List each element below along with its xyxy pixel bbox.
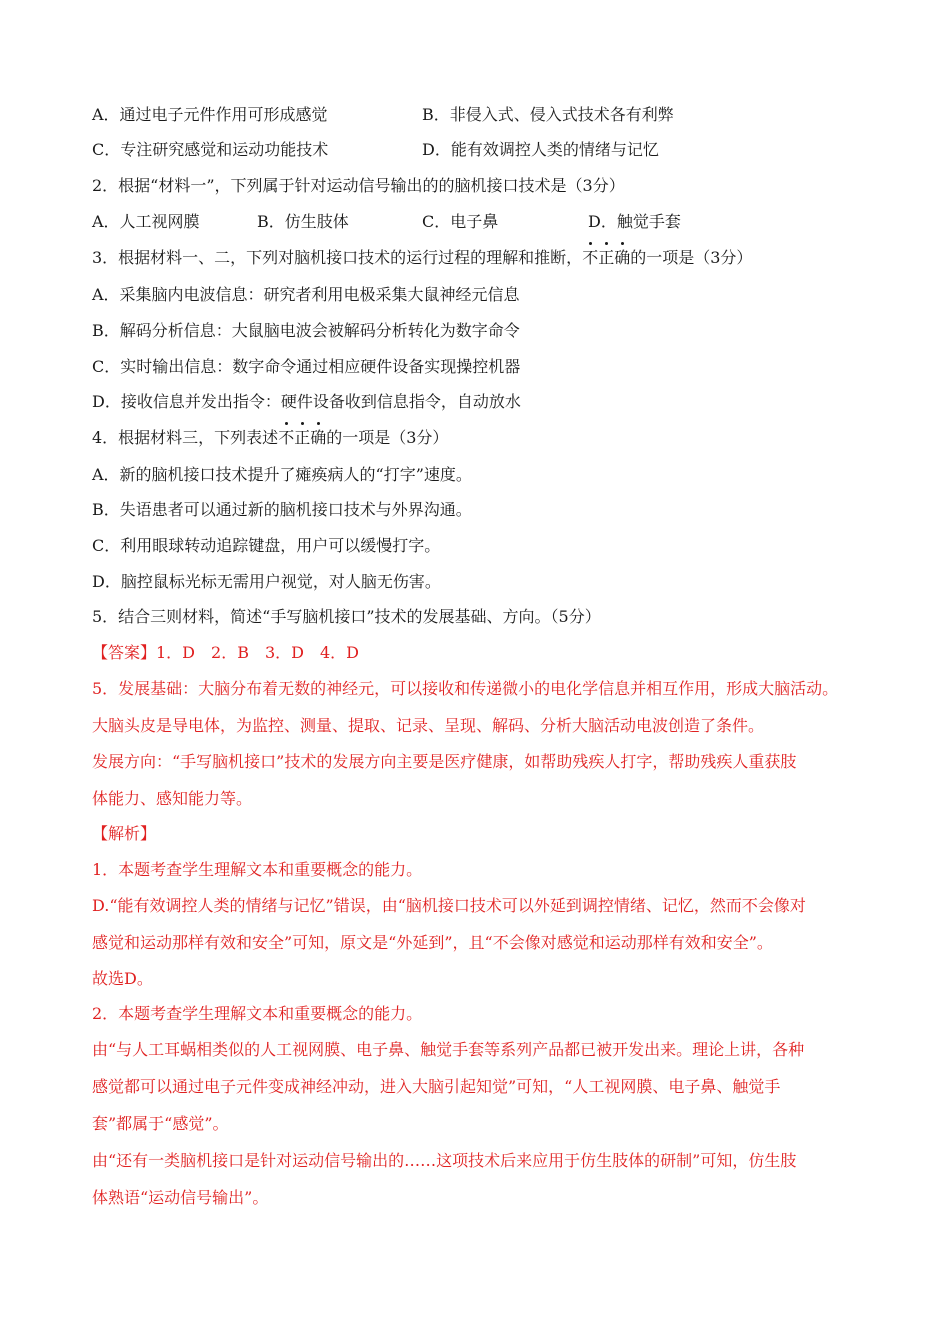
- answer-line: 大脑头皮是导电体，为监控、测量、提取、记录、呈现、解码、分析大脑活动电波创造了条件。: [92, 716, 765, 735]
- q1-option-a: A．通过电子元件作用可形成感觉: [92, 105, 328, 124]
- q4-stem-after: 的一项是（3分）: [326, 428, 449, 447]
- q3-option-c: C．实时输出信息：数字命令通过相应硬件设备实现操控机器: [92, 357, 521, 376]
- analysis-line: 套”都属于“感觉”。: [92, 1114, 229, 1133]
- emphasis-char: 确: [310, 428, 327, 447]
- q2-option-a: A．人工视网膜: [92, 212, 200, 231]
- emphasis-char: 不: [278, 428, 295, 447]
- q3-option-b: B．解码分析信息：大鼠脑电波会被解码分析转化为数字命令: [92, 321, 520, 340]
- answer-key: 【答案】1．D 2．B 3．D 4．D: [92, 643, 359, 662]
- analysis-line: D.“能有效调控人类的情绪与记忆”错误，由“脑机接口技术可以外延到调控情绪、记忆，然而不会像对: [92, 896, 806, 915]
- q3-stem-after: 的一项是（3分）: [630, 248, 753, 267]
- answer-line: 体能力、感知能力等。: [92, 789, 253, 808]
- answer-line: 发展方向：“手写脑机接口”技术的发展方向主要是医疗健康，如帮助残疾人打字，帮助残疾人重获肢: [92, 752, 797, 771]
- q5-stem: 5．结合三则材料，简述“手写脑机接口”技术的发展基础、方向。（5分）: [92, 607, 601, 626]
- q4-option-b: B．失语患者可以通过新的脑机接口技术与外界沟通。: [92, 500, 472, 519]
- q2-option-c: C．电子鼻: [422, 212, 499, 231]
- q2-option-b: B．仿生肢体: [257, 212, 349, 231]
- q4-option-a: A．新的脑机接口技术提升了瘫痪病人的“打字”速度。: [92, 465, 472, 484]
- emphasis-char: 正: [294, 428, 311, 447]
- analysis-line: 感觉和运动那样有效和安全”可知，原文是“外延到”，且“不会像对感觉和运动那样有效和安全”。: [92, 933, 773, 952]
- analysis-line: 由“还有一类脑机接口是针对运动信号输出的……这项技术后来应用于仿生肢体的研制”可知，仿生肢: [92, 1151, 797, 1170]
- q4-stem: [92, 427, 448, 449]
- analysis-line: 体熟语“运动信号输出”。: [92, 1188, 269, 1207]
- q4-stem-before: 4．根据材料三，下列表述: [92, 428, 279, 447]
- q3-option-d: D．接收信息并发出指令：硬件设备收到信息指令，自动放水: [92, 392, 521, 411]
- analysis-line: 由“与人工耳蜗相类似的人工视网膜、电子鼻、触觉手套等系列产品都已被开发出来。理论上讲，各种: [92, 1040, 805, 1059]
- q3-stem-before: 3．根据材料一、二，下列对脑机接口技术的运行过程的理解和推断，: [92, 248, 583, 267]
- q4-option-c: C．利用眼球转动追踪键盘，用户可以缓慢打字。: [92, 536, 441, 555]
- q1-option-c: C．专注研究感觉和运动功能技术: [92, 140, 329, 159]
- analysis-line: 感觉都可以通过电子元件变成神经冲动，进入大脑引起知觉”可知，“人工视网膜、电子鼻、触觉手: [92, 1077, 781, 1096]
- q3-option-a: A．采集脑内电波信息：研究者利用电极采集大鼠神经元信息: [92, 285, 520, 304]
- answer-line: 5．发展基础：大脑分布着无数的神经元，可以接收和传递微小的电化学信息并相互作用，形成大脑活动。: [92, 679, 839, 698]
- q1-option-b: B．非侵入式、侵入式技术各有利弊: [422, 105, 674, 124]
- q2-option-d: D．触觉手套: [588, 212, 681, 231]
- emphasis-char: 不: [582, 248, 599, 267]
- q4-option-d: D．脑控鼠标光标无需用户视觉，对人脑无伤害。: [92, 572, 441, 591]
- analysis-line: 1．本题考查学生理解文本和重要概念的能力。: [92, 860, 423, 879]
- q1-option-d: D．能有效调控人类的情绪与记忆: [422, 140, 659, 159]
- q3-stem: [92, 247, 752, 269]
- analysis-title: 【解析】: [92, 824, 157, 843]
- q1-option-row: [92, 104, 674, 126]
- emphasis-char: 正: [598, 248, 615, 267]
- analysis-line: 故选D。: [92, 969, 153, 988]
- analysis-line: 2．本题考查学生理解文本和重要概念的能力。: [92, 1004, 423, 1023]
- q1-option-row: [92, 139, 659, 161]
- emphasis-char: 确: [614, 248, 631, 267]
- q2-stem: 2．根据“材料一”，下列属于针对运动信号输出的的脑机接口技术是（3分）: [92, 176, 625, 195]
